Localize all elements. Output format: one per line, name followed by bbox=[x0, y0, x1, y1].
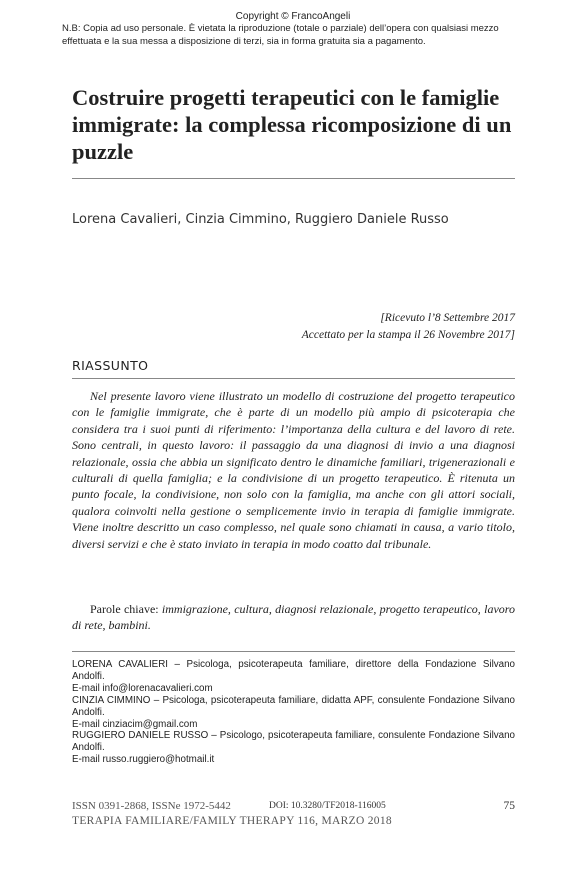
submission-dates bbox=[302, 310, 515, 344]
keywords-list: immigrazione, cultura, diagnosi relazionale, progetto terapeutico, lavoro di rete, bambini. bbox=[72, 602, 515, 633]
issn-line bbox=[72, 800, 515, 812]
received-date: [Ricevuto l’8 Settembre 2017 bbox=[380, 312, 515, 324]
affiliation-russo: RUGGIERO DANIELE RUSSO – Psicologo, psicoterapeuta familiare, consulente Fondazione Silvano Andolfi. bbox=[72, 730, 515, 754]
abstract-heading: RIASSUNTO bbox=[72, 358, 149, 373]
usage-notice: N.B: Copia ad uso personale. È vietata la riproduzione (totale o parziale) dell’opera con qualsiasi mezzo effettuata e la sua messa a disposizione di terzi, sia in forma gratuita sia a pagamento. bbox=[62, 23, 499, 47]
affiliation-cimmino: CINZIA CIMMINO – Psicologa, psicoterapeuta familiare, didatta APF, consulente Fondazione Silvano Andolfi. bbox=[72, 694, 515, 718]
copyright-notice: Copyright © FrancoAngeli bbox=[235, 11, 351, 22]
affiliations-divider bbox=[72, 651, 515, 652]
doi: DOI: 10.3280/TF2018-116005 bbox=[269, 801, 386, 811]
email-russo: E-mail russo.ruggiero@hotmail.it bbox=[72, 754, 215, 766]
email-cavalieri: E-mail info@lorenacavalieri.com bbox=[72, 682, 213, 694]
affiliation-cavalieri: LORENA CAVALIERI – Psicologa, psicoterapeuta familiare, direttore della Fondazione Silvano Andolfi. bbox=[72, 659, 515, 682]
article-title: Costruire progetti terapeutici con le famiglie immigrate: la complessa ricomposizione di un puzzle bbox=[72, 85, 512, 164]
keywords bbox=[72, 601, 515, 634]
issn: ISSN 0391-2868, ISSNe 1972-5442 bbox=[72, 800, 231, 812]
page-number: 75 bbox=[503, 800, 515, 812]
email-cimmino: E-mail cinziacim@gmail.com bbox=[72, 718, 198, 730]
title-divider bbox=[72, 178, 515, 179]
journal-citation: TERAPIA FAMILIARE/FAMILY THERAPY 116, MARZO 2018 bbox=[72, 815, 392, 827]
keywords-label: Parole chiave: bbox=[90, 602, 159, 616]
accepted-date: Accettato per la stampa il 26 Novembre 2017] bbox=[301, 329, 515, 341]
abstract-divider bbox=[72, 378, 515, 379]
author-affiliations bbox=[72, 659, 515, 766]
abstract-text: Nel presente lavoro viene illustrato un modello di costruzione del progetto terapeutico con le famiglie immigrate, che è parte di un modello più ampio di psicoterapia che considera tra i suoi punti di riferimento: l’importanza della cultura e del lavoro di rete. Sono centrali, in questo lavoro: il passaggio da una diagnosi di invio a una diagnosi relazionale, ossia che abbia un significato dentro le dinamiche familiari, trigenerazionali e culturali di quella famiglia; e la condivisione di un progetto terapeutico. È ritenuta un punto focale, la condivisione, non solo con la famiglia, ma anche con gli attori sociali, qualora coinvolti nella gestione o semplicemente invio in terapia di famiglie immigrate. Viene inoltre descritto un caso complesso, nel quale sono chiamati in causa, a vario titolo, diversi servizi e che è stato inviato in terapia in modo coatto dal tribunale. bbox=[72, 389, 515, 551]
article-authors: Lorena Cavalieri, Cinzia Cimmino, Ruggiero Daniele Russo bbox=[72, 212, 449, 227]
